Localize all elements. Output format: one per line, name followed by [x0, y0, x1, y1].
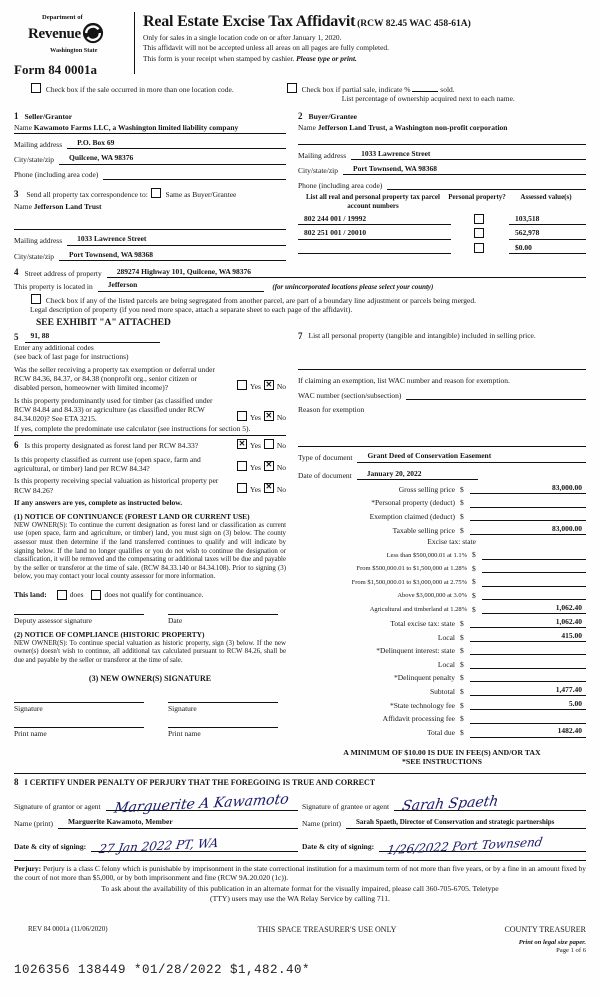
delinquent-interest-local-row: Local $ — [298, 658, 586, 669]
grantee-date-city-field: Date & city of signing: 1/26/2022 Port Townsend — [298, 835, 586, 852]
form-header — [14, 8, 586, 79]
percent-sold-blank — [412, 84, 438, 92]
no-checkbox: ✕ — [265, 482, 273, 492]
dor-dept-of-label: Department of — [42, 14, 83, 21]
header-note-1: Only for sales in a single location code on or after January 1, 2020. — [143, 33, 342, 42]
notice-continuance-title: (1) NOTICE OF CONTINUANCE (FOREST LAND OR CURRENT USE) — [14, 512, 250, 522]
grantor-date-city-field: Date & city of signing: 27 Jan 2022 PT, WA — [14, 835, 298, 852]
yes-checkbox — [237, 461, 247, 471]
seller-column: 1 Seller/Grantor Name Kawamoto Farms LLC, a Washington limited liability company Mailing address P.O. Box 69 City/state/zip Quilcene, WA 98376 Phone (including area code) 3 Send all property tax correspondence to: Same as Buyer/Grantee Name Jefferson Land Trust Mailing address 1033 Lawrence Street City/state/zip Port Townsend, WA 98368 — [14, 111, 286, 261]
county-note: (for unincorporated locations please select your county) — [272, 283, 434, 292]
total-due-row: Total due $ 1482.40 — [298, 726, 586, 737]
local-tax-row: Local $ 415.00 — [298, 631, 586, 642]
correspondence-heading: Send all property tax correspondence to: — [26, 189, 148, 199]
new-owner-signature-row — [14, 702, 286, 713]
multi-location-checkbox — [31, 83, 41, 93]
does-not-checkbox — [91, 590, 101, 600]
additional-codes-value: 91, 88 — [25, 331, 161, 342]
personal-property-list-label: List all personal property (tangible and intangible) included in selling price. — [308, 331, 536, 341]
total-excise-state-row: Total excise tax: state $ 1,062.40 — [298, 617, 586, 628]
header-note-2: This affidavit will not be accepted unless all areas on all pages are fully completed. — [143, 43, 389, 53]
new-owner-print-row — [14, 727, 286, 738]
yes-checkbox: ✕ — [238, 438, 246, 448]
buyer-column: 2 Buyer/Grantee Name Jefferson Land Trust, a Washington non-profit corporation Mailing address 1033 Lawrence Street City/state/zip Port Townsend, WA 98368 Phone (including area code) List all real and personal property tax parcel account numbers Personal property? Assessed value(s) 802 244 001 / 19992 103,518 802 251 001 / 20010 562,978 $0.00 — [298, 111, 586, 261]
buyer-name-field: Name Jefferson Land Trust, a Washington non-profit corporation — [298, 123, 586, 145]
exemption-claim-note: If claiming an exemption, list WAC number and reason for exemption. — [298, 375, 510, 385]
buyer-city-field: City/state/zip Port Townsend, WA 98368 — [298, 164, 586, 175]
legal-description-value: SEE EXHIBIT "A" ATTACHED — [36, 317, 171, 328]
treasurer-use-label: THIS SPACE TREASURER'S USE ONLY — [257, 925, 397, 934]
partial-sale-checkbox — [287, 83, 297, 93]
yes-checkbox — [237, 380, 247, 390]
correspondence-mailing-field: Mailing address 1033 Lawrence Street — [14, 234, 286, 245]
notice-continuance-body: NEW OWNER(S): To continue the current designation as forest land or classification as current use (open space, farm and agriculture, or timber) land, you must sign on (3) below. The county assessor must then determine if the land transferred continues to qualify and will indicate by signing below. If the land no longer qualifies or you do not wish to continue the designation or classification, it will be removed and the compensating or additional taxes will be due and payable by the seller or transferor at the time of sale. (RCW 84.33.140 or 84.34.108). Prior to signing (3) below, you may contact your local county assessor for more information. — [14, 521, 286, 581]
see-instructions-note: *SEE INSTRUCTIONS — [402, 757, 482, 767]
notice-compliance-body: NEW OWNER(S): To continue special valuation as historic property, sign (3) below. If the new owner(s) doesn't wish to continue, all additional tax calculated pursuant to RCW 84.26, shall be due and payable by the seller or transferor at the time of sale. — [14, 639, 286, 664]
parcel-row: $0.00 — [298, 243, 586, 254]
rev-number: REV 84 0001a (11/06/2020) — [28, 925, 108, 933]
grantee-date-line — [379, 834, 586, 857]
seller-mailing-field: Mailing address P.O. Box 69 — [14, 138, 286, 149]
no-checkbox: ✕ — [265, 460, 273, 470]
wac-number-field: WAC number (section/subsection) — [298, 389, 586, 400]
parcel-row: 802 244 001 / 19992 103,518 — [298, 214, 586, 225]
if-yes-note: If any answers are yes, complete as instructed below. — [14, 498, 183, 508]
located-in-label: This property is located in — [14, 282, 93, 292]
grantee-signature-handwriting: Sarah Spaeth — [400, 793, 500, 815]
owner-signature-line: Signature — [168, 702, 278, 713]
page-title: Real Estate Excise Tax Affidavit (RCW 82.45 WAC 458-61A) — [143, 13, 471, 30]
street-address-value: 289274 Highway 101, Quilcene, WA 98376 — [107, 267, 354, 278]
seller-heading: Seller/Grantor — [24, 112, 73, 122]
state-technology-fee-row: *State technology fee $ 5.00 — [298, 699, 586, 710]
no-checkbox: ✕ — [265, 410, 273, 420]
section-4: 4 Street address of property 289274 Highway 101, Quilcene, WA 98376 This property is located in Jefferson (for unincorporated locations please select your county) Check box if any of the listed parcels are being segregated from another parcel, are part of a boundary line adjustment or parcels being merged. Legal description of property (if you need more space, attach a separate sheet to each page of the affidavit). SEE EXHIBIT "A" ATTACHED — [14, 267, 586, 329]
affidavit-processing-fee-row: Affidavit processing fee $ — [298, 713, 586, 724]
segregated-checkbox-row: Check box if any of the listed parcels are being segregated from another parcel, are part of a boundary line adjustment or parcels being merged. — [30, 294, 586, 305]
does-checkbox — [57, 590, 67, 600]
form-footer — [14, 925, 586, 979]
timber-agriculture-question: Is this property predominantly used for timber (as classified under RCW 84.84 and 84.33) or agriculture (as classified under RCW 84.34.020)? See ETA 3215. Yes ✕ No — [14, 395, 286, 424]
new-owner-signature-title: (3) NEW OWNER(S) SIGNATURE — [88, 673, 212, 683]
personal-property-checkbox — [474, 214, 484, 224]
perjury-statement: Perjury: Perjury is a class C felony which is punishable by imprisonment in the state correctional institution for a maximum term of not more than five years, or by a fine in an amount fixed by the court of not more than $5,000, or by both imprisonment and fine (RCW 9A.20.020 (1c)). To ask about the availability of this publication in an alternate format for the visually impaired, please call 360-705-6705. Teletype (TTY) users may use the WA Relay Service by calling 711. — [14, 860, 586, 903]
historical-property-question: Is this property receiving special valuation as historical property per RCW 84.26? Yes ✕ No — [14, 476, 286, 495]
correspondence-city-field: City/state/zip Port Townsend, WA 98368 — [14, 250, 286, 261]
section-7-tax-column: 7 List all personal property (tangible and intangible) included in selling price. If claiming an exemption, list WAC number and reason for exemption. WAC number (section/subsection) Reason for exemption Type of document Grant Deed of Conservation Easement Date of document January 20, 2022 Gross selling price $ 83,000.00 *Personal property (deduct) $ Exemption claimed (deduct) $ Taxable selling price $ 83,000.00 Excise tax: state Less than $500,000.01 at 1.1% $ From $500,000.01 to $1,500,000 at 1.28% $ From $1,500,000.01 to $3,000,000 at 2.75% $ Above $3,000,000 at 3.0% $ Agricultural and timberland at 1.28% $ 1,062.40 Total excise tax: state $ 1,062.40 Local $ 415.00 *Delinquent interest: state $ Local $ *Delinquent penalty $ Subtotal $ 1,477.40 *State technology fee $ 5.00 Affidavit processing fee $ Total due $ 1482.40 A MINIMUM OF $10.00 IS DUE IN FEE(S) AND/OR TAX *SEE INSTRUCTIONS — [298, 331, 586, 767]
parcel-col-header: List all real and personal property tax parcel account numbers — [306, 193, 440, 211]
agricultural-timberland-row: Agricultural and timberland at 1.28% $ 1,062.40 — [298, 603, 586, 614]
treasurer-stamp: 1026356 138449 *01/28/2022 $1,482.40* — [14, 963, 311, 978]
same-as-buyer-checkbox — [151, 188, 161, 198]
assessed-value-col-header: Assessed value(s) — [520, 193, 572, 202]
additional-codes-label: Enter any additional codes — [14, 342, 94, 352]
seller-name-field: Name Kawamoto Farms LLC, a Washington limited liability company — [14, 123, 286, 134]
no-checkbox: ✕ — [265, 379, 273, 389]
grantee-signature-field: Signature of grantee or agent Sarah Spaeth — [298, 794, 586, 811]
correspondence-name-line — [14, 211, 286, 230]
seller-city-field: City/state/zip Quilcene, WA 98376 — [14, 153, 286, 164]
partial-sale-checkbox-row: Check box if partial sale, indicate % sold. List percentage of ownership acquired next to each name. — [286, 83, 515, 104]
subtotal-row: Subtotal $ 1,477.40 — [298, 685, 586, 696]
form-number: Form 84 0001a — [14, 62, 98, 78]
continuance-qualify-row: This land: does does not qualify for continuance. — [14, 590, 204, 600]
deputy-assessor-row — [14, 614, 286, 625]
dor-logo-block — [14, 8, 132, 79]
top-checkbox-row — [30, 83, 586, 104]
exemption-claimed-row: Exemption claimed (deduct) $ — [298, 510, 586, 521]
taxable-selling-price-row: Taxable selling price $ 83,000.00 — [298, 524, 586, 535]
grantee-date-handwriting: 1/26/2022 Port Townsend — [386, 834, 544, 857]
print-legal-note: Print on legal size paper. — [518, 939, 586, 946]
additional-codes-sub: (see back of last page for instructions) — [14, 352, 129, 362]
sections-5-6-column: 5 91, 88 Enter any additional codes (see back of last page for instructions) Was the seller receiving a property tax exemption or deferral under RCW 84.36, 84.37, or 84.38 (nonprofit org., senior citizen or disabled person, homeowner with limited income)? Yes ✕ No Is this property predominantly used for timber (as classified under RCW 84.84 and 84.33) or agriculture (as classified under RCW 84.34.020)? See ETA 3215. Yes ✕ No If yes, complete the predominate use calculator (see instructions for section 5). 6 Is this property designated as forest land per RCW 84.33? ✕ Yes No Is this property classified as current use (open space, farm and agricultural, or timber) land per RCW 84.34? Yes ✕ No Is this property receiving special valuation as historical property per RCW 84.26? Yes ✕ No If any answers are yes, complete as instructed below. (1) NOTICE OF CONTINUANCE (FOREST LAND OR CURRENT USE) NEW OWNER(S): To continue the current designation as forest land or classification as current use (open space, farm and agriculture, or timber) land, you must sign on (3) below. The county assessor must then determine if the land transferred continues to qualify and will indicate by signing below. If the land no longer qualifies or you do not wish to continue the designation or classification, it will be removed and the compensating or additional taxes will be due and payable by the seller or transferor at the time of sale. (RCW 84.33.140 or 84.34.108). Prior to signing (3) below, you may contact your local county assessor for more information. This land: does does not qualify for continuance. Deputy assessor signature Date (2) NOTICE OF COMPLIANCE (HISTORIC PROPERTY) NEW OWNER(S): To continue special valuation as historic property, sign (3) below. If the new owner(s) doesn't wish to continue, all additional tax calculated pursuant to RCW 84.26, shall be due and payable by the seller or transferor at the time of sale. (3) NEW OWNER(S) SIGNATURE Signature Signature Print name Print name — [14, 331, 286, 738]
yes-checkbox — [237, 411, 247, 421]
personal-property-deduct-row: *Personal property (deduct) $ — [298, 497, 586, 508]
rate-tier-row: From $500,000.01 to $1,500,000 at 1.28% $ — [298, 562, 586, 573]
correspondence-name-field: Name Jefferson Land Trust — [14, 201, 102, 211]
county-value: Jefferson — [98, 280, 265, 291]
predominate-use-note: If yes, complete the predominate use calculator (see instructions for section 5). — [14, 424, 286, 436]
alt-format-note: To ask about the availability of this publication in an alternate format for the visually impaired, please call 360-705-6705. Teletype (TTY) users may use the WA Relay Service by calling 711. — [101, 884, 499, 903]
reason-exemption-blank — [298, 414, 586, 440]
type-of-document-field: Type of document Grant Deed of Conservation Easement — [298, 451, 586, 462]
forest-land-question: 6 Is this property designated as forest land per RCW 84.33? ✕ Yes No — [14, 438, 286, 451]
deputy-date-line: Date — [168, 614, 278, 625]
multi-location-checkbox-row: Check box if the sale occurred in more than one location code. — [30, 83, 286, 104]
grantor-date-handwriting: 27 Jan 2022 PT, WA — [98, 835, 220, 856]
buyer-heading: Buyer/Grantee — [308, 112, 358, 122]
rate-tier-row: Less than $500,000.01 at 1.1% $ — [298, 549, 586, 560]
reason-exemption-label: Reason for exemption — [298, 405, 365, 415]
excise-tax-state-label: Excise tax: state — [427, 536, 476, 546]
grantor-date-line — [91, 835, 298, 856]
delinquent-interest-state-row: *Delinquent interest: state $ — [298, 644, 586, 655]
dor-wa-state-label: Washington State — [50, 46, 98, 54]
personal-property-checkbox — [474, 243, 484, 253]
personal-property-col-header: Personal property? — [448, 193, 506, 202]
dor-revenue-label: Revenue — [28, 25, 81, 42]
exemption-deferral-question: Was the seller receiving a property tax exemption or deferral under RCW 84.36, 84.37, or 84.38 (nonprofit org., senior citizen or disabled person, homeowner with limited income)? Yes ✕ No — [14, 364, 286, 393]
owner-print-name-line: Print name — [14, 727, 144, 738]
delinquent-penalty-row: *Delinquent penalty $ — [298, 671, 586, 682]
section-8: 8 I CERTIFY UNDER PENALTY OF PERJURY THAT THE FOREGOING IS TRUE AND CORRECT Signature of grantor or agent Marguerite A Kawamoto Signature of grantee or agent Sarah Spaeth Name (print) Marguerite Kawamoto, Member Name (print) Sarah Spaeth, Director of Conservation and strategic partnerships Date & city of signing: 27 Jan 2022 PT, WA Date & city of signing: 1/26/2022 Port Townsend — [14, 773, 586, 852]
personal-property-blank-line — [298, 343, 586, 370]
county-treasurer-label: COUNTY TREASURER — [504, 925, 586, 934]
tax-section-rule — [298, 446, 586, 447]
rate-tier-row: From $1,500,000.01 to $3,000,000 at 2.75% $ — [298, 576, 586, 587]
buyer-mailing-field: Mailing address 1033 Lawrence Street — [298, 149, 586, 160]
seller-phone-field: Phone (including area code) — [14, 169, 286, 180]
legal-description-label: Legal description of property (if you need more space, attach a separate sheet to each page of the affidavit). — [30, 305, 353, 315]
personal-property-checkbox — [474, 228, 484, 238]
certify-statement: I CERTIFY UNDER PENALTY OF PERJURY THAT THE FOREGOING IS TRUE AND CORRECT — [24, 778, 376, 788]
gross-selling-price-row: Gross selling price $ 83,000.00 — [298, 483, 586, 494]
revenue-swirl-logo-icon — [82, 22, 104, 46]
yes-checkbox — [237, 483, 247, 493]
segregated-checkbox — [31, 294, 41, 304]
ownership-percentage-note: List percentage of ownership acquired next to each name. — [341, 93, 515, 103]
owner-signature-line: Signature — [14, 702, 144, 713]
header-note-3: This form is your receipt when stamped by cashier. Please type or print. — [143, 53, 357, 63]
grantor-signature-handwriting: Marguerite A Kawamoto — [112, 791, 290, 817]
minimum-fee-note: A MINIMUM OF $10.00 IS DUE IN FEE(S) AND/OR TAX — [343, 747, 541, 757]
notice-compliance-title: (2) NOTICE OF COMPLIANCE (HISTORIC PROPERTY) — [14, 630, 205, 640]
current-use-question: Is this property classified as current use (open space, farm and agricultural, or timber) land per RCW 84.34? Yes ✕ No — [14, 454, 286, 473]
header-divider — [134, 12, 135, 74]
owner-print-name-line: Print name — [168, 727, 278, 738]
parcel-row: 802 251 001 / 20010 562,978 — [298, 228, 586, 239]
no-checkbox — [264, 439, 274, 449]
grantor-signature-field: Signature of grantor or agent Marguerite A Kawamoto — [14, 794, 298, 811]
buyer-phone-field: Phone (including area code) — [298, 179, 586, 190]
date-of-document-field: Date of document January 20, 2022 — [298, 469, 586, 480]
street-address-label: Street address of property — [24, 269, 102, 279]
grantee-print-name-field: Name (print) Sarah Spaeth, Director of Conservation and strategic partnerships — [298, 818, 586, 829]
page-number: Page 1 of 6 — [556, 947, 586, 955]
rate-tier-row: Above $3,000,000 at 3.0% $ — [298, 589, 586, 600]
deputy-assessor-signature-line: Deputy assessor signature — [14, 614, 144, 625]
parcel-table — [298, 193, 586, 254]
grantor-print-name-field: Name (print) Marguerite Kawamoto, Member — [14, 817, 298, 828]
